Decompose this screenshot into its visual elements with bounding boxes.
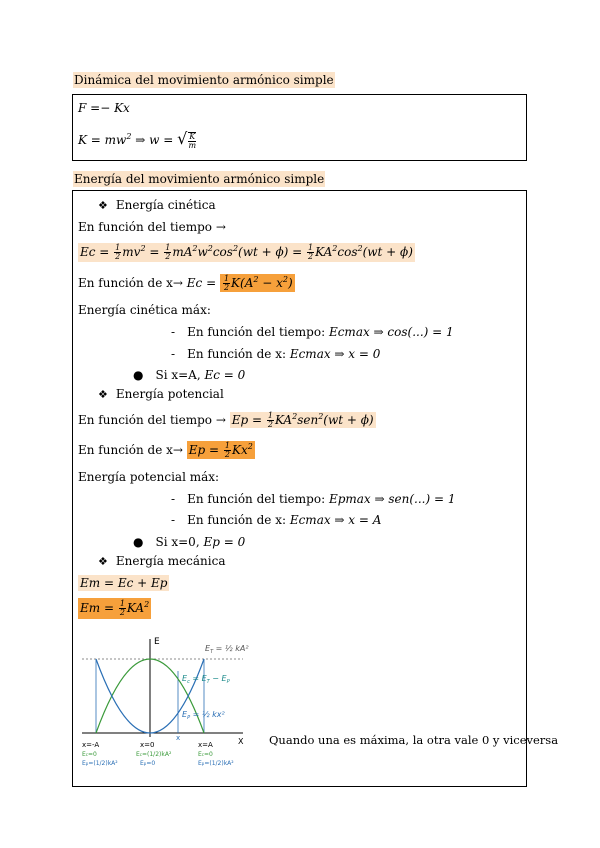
kinetic-x-row: En función de x→ Ec = $\frac{1}{2}$ $K(A^2 - x^2)$ <box>78 274 293 292</box>
equation-omega-mid: ⇒ w = <box>135 133 178 147</box>
x-neg-label: x=-A <box>82 741 100 749</box>
energy-box <box>72 190 559 787</box>
kinetic-si: ● Si x=A, Ec = 0 <box>133 368 246 382</box>
left-ec-label: Ec=0 <box>82 751 97 758</box>
energy-diagram <box>78 631 256 771</box>
diamond-bullet-icon: ❖ <box>98 555 108 568</box>
kinetic-x-equation: $\frac{1}{2}$ $K(A^2 - x^2)$ <box>220 274 295 292</box>
dynamics-box <box>72 94 527 161</box>
potential-max-x: - En función de x: Ecmax ⇒ x = A <box>171 513 382 527</box>
kinetic-max-x: - En función de x: Ecmax ⇒ x = 0 <box>171 347 381 361</box>
sqrt-denominator: m <box>188 140 197 150</box>
x-zero-label: x=0 <box>140 741 155 749</box>
axis-e-label: E <box>154 637 160 647</box>
label-ep: $E_P$ = ½ kx² <box>182 710 225 721</box>
equation-hooke: F =− Kx <box>78 101 130 115</box>
kinetic-max-label: Energía cinética máx: <box>78 303 211 317</box>
mid-ec-label: Ec=(1/2)kA² <box>136 751 172 758</box>
right-ep-label: Ep=(1/2)kA² <box>198 760 234 767</box>
right-ec-label: Ec=0 <box>198 751 213 758</box>
diamond-bullet-icon: ❖ <box>98 199 108 212</box>
mechanical-heading: ❖ Energía mecánica <box>98 554 226 568</box>
diamond-bullet-icon: ❖ <box>98 388 108 401</box>
potential-max-label: Energía potencial máx: <box>78 470 220 484</box>
diagram-caption: Quando una es máxima, la otra vale 0 y viceversa <box>269 733 559 747</box>
mechanical-sum-equation: Em = Ec + Ep <box>80 576 168 590</box>
section-title-energy: Energía del movimiento armónico simple <box>74 172 325 186</box>
equation-omega-lhs: K = mw <box>78 133 127 147</box>
section-title-dynamics: Dinámica del movimiento armónico simple <box>74 73 334 87</box>
kinetic-time-equation: Ec = $\frac{1}{2}$ $mv^2$ = $\frac{1}{2}$ $mA^2w^2\cos^2(wt + \phi)$ = $\frac{1}{2}$ $KA^2\cos^2(wt + \phi)$ <box>80 243 413 261</box>
x-pos-label: x=A <box>198 741 213 749</box>
label-ec: $E_c = E_T - E_P$ <box>182 674 230 685</box>
potential-max-time: - En función del tiempo: Epmax ⇒ sen(...) = 1 <box>171 492 456 506</box>
label-ep-top: $E_T$ = ½ kA² <box>205 644 249 655</box>
potential-si: ● Si x=0, Ep = 0 <box>133 535 246 549</box>
x-mark-label: x <box>176 734 181 742</box>
kinetic-max-time: - En función del tiempo: Ecmax ⇒ cos(...) = 1 <box>171 325 454 339</box>
equation-omega: $K = mw^2$ ⇒ w = √ $\frac{K}{m}$ <box>78 129 197 150</box>
kinetic-time-label: En función del tiempo → <box>78 220 226 234</box>
potential-x-equation: Ep = $\frac{1}{2}$ Kx$^2$ <box>188 441 253 459</box>
sqrt-numerator: K <box>189 131 196 141</box>
potential-x-row: En función de x→ Ep = $\frac{1}{2}$ Kx$^2$ <box>78 441 253 459</box>
kinetic-heading: ❖ Energía cinética <box>98 198 216 212</box>
mid-ep-label: Ep=0 <box>140 760 156 767</box>
potential-time-equation: Ep = $\frac{1}{2}$ $KA^2sen^2(wt + \phi)$ <box>231 411 374 429</box>
mechanical-total-equation: Em = $\frac{1}{2}$ $KA^2$ <box>80 599 150 617</box>
potential-time-row: En función del tiempo → Ep = $\frac{1}{2}$ $KA^2sen^2(wt + \phi)$ <box>78 411 374 429</box>
left-ep-label: Ep=(1/2)kA² <box>82 760 118 767</box>
potential-heading: ❖ Energía potencial <box>98 387 224 401</box>
axis-x-label: X <box>238 737 244 746</box>
